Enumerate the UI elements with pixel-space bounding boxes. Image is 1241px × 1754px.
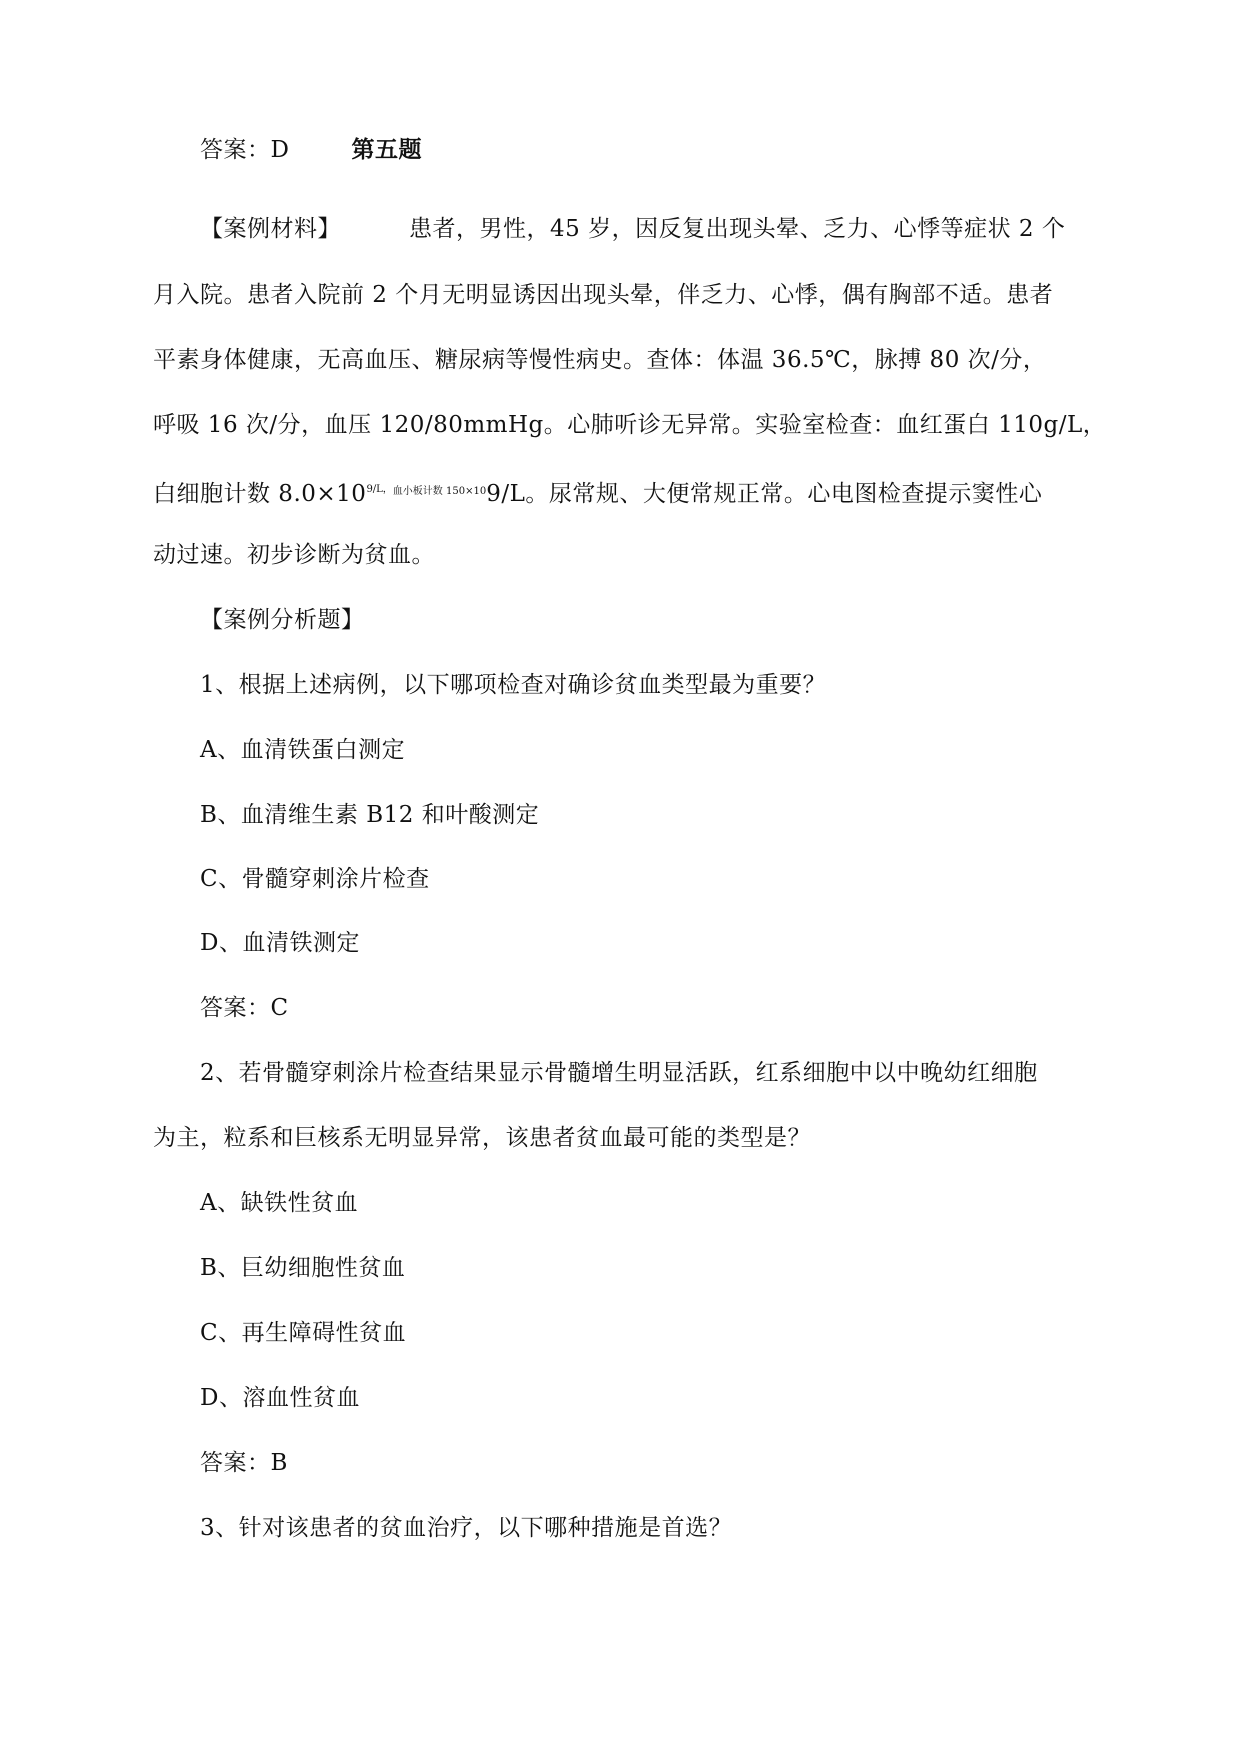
question-2-stem-line-1: 2、若骨髓穿刺涂片检查结果显示骨髓增生明显活跃，红系细胞中以中晚幼红细胞 bbox=[200, 1060, 1038, 1086]
question-2-stem-line-2: 为主，粒系和巨核系无明显异常，该患者贫血最可能的类型是？ bbox=[153, 1125, 811, 1151]
question-3-stem: 3、针对该患者的贫血治疗，以下哪种措施是首选？ bbox=[200, 1515, 733, 1541]
question-1-option-c: C、骨髓穿刺涂片检查 bbox=[200, 866, 430, 892]
case-text-line-3: 平素身体健康，无高血压、糖尿病等慢性病史。查体：体温 36.5℃，脉搏 80 次/分， bbox=[153, 347, 1047, 373]
question-2-option-a: A、缺铁性贫血 bbox=[200, 1190, 359, 1216]
question-2-option-d: D、溶血性贫血 bbox=[200, 1385, 360, 1411]
case-text-line-1: 患者，男性，45 岁，因反复出现头晕、乏力、心悸等症状 2 个 bbox=[409, 216, 1066, 242]
section-title: 第五题 bbox=[351, 136, 422, 163]
question-2-option-b: B、巨幼细胞性贫血 bbox=[200, 1255, 406, 1281]
case-text-line-2: 月入院。患者入院前 2 个月无明显诱因出现头晕，伴乏力、心悸，偶有胸部不适。患者 bbox=[153, 282, 1054, 308]
question-1-option-a: A、血清铁蛋白测定 bbox=[200, 737, 406, 763]
previous-answer: 答案：D bbox=[200, 137, 290, 163]
question-2-answer: 答案：B bbox=[200, 1450, 288, 1476]
question-1-stem: 1、根据上述病例，以下哪项检查对确诊贫血类型最为重要？ bbox=[200, 672, 827, 698]
question-2-option-c: C、再生障碍性贫血 bbox=[200, 1320, 407, 1346]
wbc-count-text: 白细胞计数 8.0×10 bbox=[153, 481, 367, 507]
previous-answer-line bbox=[200, 135, 422, 165]
wbc-unit-superscript: 9/L， bbox=[366, 484, 393, 495]
platelet-count-text: 血小板计数 150×10 bbox=[392, 486, 487, 497]
question-1-answer: 答案：C bbox=[200, 995, 289, 1021]
analysis-label: 【案例分析题】 bbox=[200, 607, 365, 633]
case-text-line-5 bbox=[153, 475, 1042, 509]
case-text-line-4: 呼吸 16 次/分，血压 120/80mmHg。心肺听诊无异常。实验室检查：血红蛋白 110g/L， bbox=[153, 412, 1107, 438]
case-text-line-5-rest: 9/L。尿常规、大便常规正常。心电图检查提示窦性心 bbox=[486, 481, 1043, 507]
question-1-option-b: B、血清维生素 B12 和叶酸测定 bbox=[200, 802, 540, 828]
case-material-label: 【案例材料】 bbox=[200, 216, 341, 242]
case-text-line-6: 动过速。初步诊断为贫血。 bbox=[153, 542, 435, 568]
case-material-line bbox=[200, 214, 1065, 244]
question-1-option-d: D、血清铁测定 bbox=[200, 930, 360, 956]
